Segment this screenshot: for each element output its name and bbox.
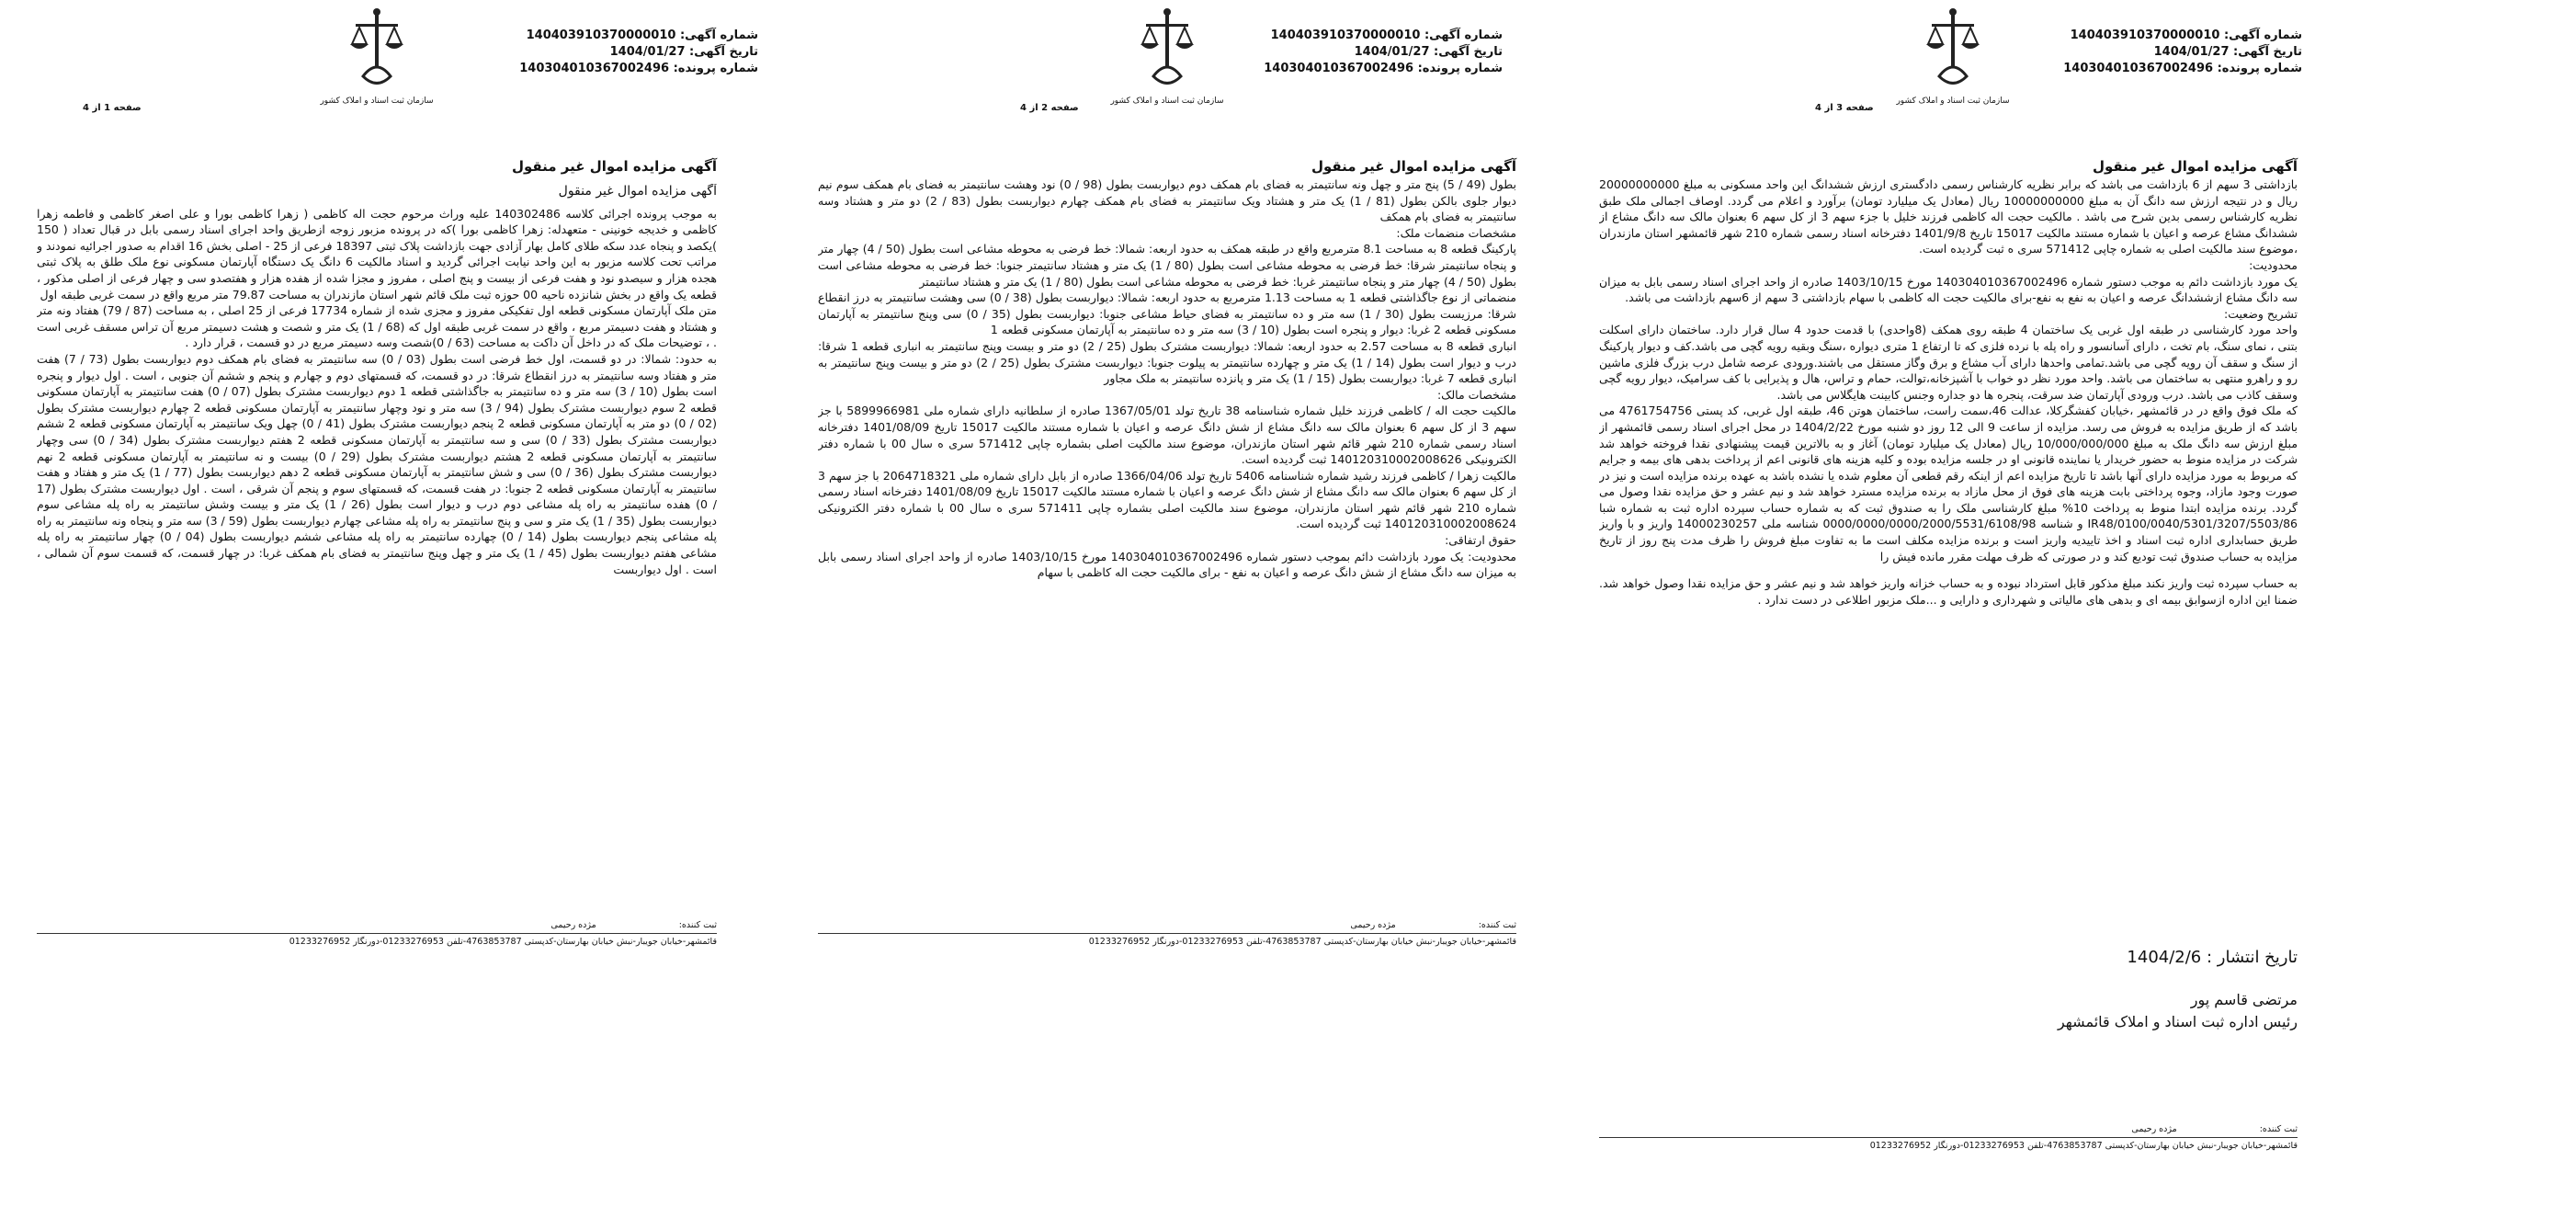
- body-heading: حقوق ارتفاقی:: [1445, 533, 1516, 548]
- body-paragraph: متن ملک آپارتمان مسکونی قطعه اول تفکیکی مفروز و مجزی شده از شماره 17734 فرعی از 25 اصلی ، به مساحت (87 / 79) هفتاد ونه متر و هشتاد و هفت دسیمتر مربع ، واقع در سمت غربی طبقه اول که (68 / 1) یک متر و شصت و هشت دسیمتر مربع آن تراس مسقف غربی است . ، توضیحات ملک که در داخل آن داکت به مساحت (63 / 0)شصت وسه دسیمتر مربع در دو قسمت ، قرار دارد .: [37, 303, 717, 350]
- page-number: صفحه 1 از 4: [83, 103, 142, 113]
- page-footer: [1599, 1123, 2298, 1152]
- page-number: صفحه 2 از 4: [1020, 103, 1079, 113]
- publish-date: تاریخ انتشار : 1404/2/6: [2127, 948, 2298, 967]
- announcement-body: [1599, 176, 2298, 930]
- judiciary-logo: [317, 7, 437, 145]
- org-name: سازمان ثبت اسناد و املاک کشور: [1110, 97, 1224, 106]
- footer-address: قائمشهر-خیابان جویبار-نبش خیابان بهارستان-کدپستی 4763853787-تلفن 01233276953-دورنگار 01233276952: [289, 937, 717, 947]
- body-paragraph: یک مورد بازداشت دائم به موجب دستور شماره 140304010367002496 مورخ 1403/10/15 صادره از واحد اجرای اسناد رسمی بابل به میزان سه دانگ مشاع ازششدانگ عرصه و اعیان به نفع به نفع-برای مالکیت حجت اله کاظمی با سهام بازداشتی 3 سهم از 6سهم بازداشت می باشد.: [1599, 274, 2298, 305]
- scales-emblem-icon: [1135, 7, 1199, 95]
- body-paragraph: به موجب پرونده اجرائی کلاسه 140302486 علیه وراث مرحوم حجت اله کاظمی ( زهرا کاظمی بورا و علی اصغر کاظمی و فاطمه زهرا کاظمی و خدیجه خونینی - متعهدله: زهرا کاظمی بورا )که در پرونده مزبور زوجه ازطریق واحد اجرای اسناد رسمی بابل در قبال تعداد ( 150 )یکصد و پنجاه عدد سکه طلای کامل بهار آزادی جهت بازداشت پلاک ثبتی 18397 فرعی از 25 - اصلی بخش 16 اقدام به صدور اجرائیه نمودند و مراتب تحت کلاسه مزبور به این واحد نیابت اجرائی گردید و اسناد مالکیت 6 دانگ یک دستگاه آپارتمان مسکونی نوع ملک طلق به پلاک ثبتی هجده هزار و سیصدو نود و هفت فرعی از بیست و پنج اصلی ، مفروز و مجزا شده از هفده هزار و هفتصدو سی و چهار فرعی از اصلی مذکور ، قطعه یک واقع در بخش شانزده ناحیه 00 حوزه ثبت ملک قائم شهر استان مازندران به مساحت 79.87 متر مربع واقع در سمت غربی طبقه اول: [37, 206, 717, 302]
- header-meta: [482, 28, 758, 77]
- judiciary-logo: [1107, 7, 1227, 145]
- body-paragraph: که ملک فوق واقع در در قائمشهر ،خیابان کفشگرکلا، عدالت 46،سمت راست، ساختمان هوتن 46، طبقه اول غربی، کد پستی 4761754756 می باشد که از طریق مزایده به فروش می رسد. مزایده از ساعت 9 الی 12 روز دو شنبه مورخ 1404/2/22 در محل اجرای اسناد رسمی قائمشهر از مبلغ ارزش سه دانگ ملک به مبلغ 10/000/000/000 ریال (معادل یک میلیارد تومان) آغاز و به بالاترین قیمت پیشنهادی نقدا فروخته خواهد شد شرکت در مزایده منوط به حضور خریدار یا نماینده قانونی او در جلسه مزایده بوده و کلیه هزینه های قانونی اعم از پرداخت بدهی های بیمه و جرایم که مربوط به مورد مزایده دارای آنها باشد تا تاریخ مزایده اعم از اینکه رقم قطعی آن معلوم شده یا نشده باشد به عهده برنده مزایده است و نیز در صورت وجود مازاد، وجوه پرداختی بابت هزینه های فوق از محل مازاد به برنده مزایده مسترد خواهد شد و نیم عشر و حق مزایده نقدا وصول می گردد. برنده مزایده ابتدا منوط به پرداخت 10% مبلغ کارشناسی ملک را به صندوق ثبت که به شماره حساب سپرده اداره ثبت به شماره شبا IR48/0100/0040/5301/3207/5503/86 و شناسه 0000/0000/0000/2000/5531/6108/98 شناسه ملی 14000230257 واریز و با واریز طریق حسابداری اداره ثبت اسناد و اخذ تاییدیه واریز است و برنده مزایده مکلف است ما به تفاوت مبلغ فروش را ظرف مدت پنج روز از تاریخ مزایده به حساب صندوق ثبت تودیع کند و در صورتی که ظرف مهلت مقرر مانده فیش را: [1599, 404, 2298, 563]
- ad-number-label: شماره آگهی:: [679, 28, 758, 42]
- footer-address: قائمشهر-خیابان جویبار-نبش خیابان بهارستان-کدپستی 4763853787-تلفن 01233276953-دورنگار 01233276952: [1088, 937, 1516, 947]
- registrar-name: مژده رحیمی: [1350, 920, 1396, 930]
- registrar-label: ثبت کننده:: [2259, 1124, 2298, 1134]
- body-paragraph: بازداشتی 3 سهم از 6 بازداشت می باشد که برابر نظریه کارشناس رسمی دادگستری ارزش ششدانگ این واحد مسکونی به مبلغ 20000000000 ریال و در نتیجه ارزش سه دانگ آن به مبلغ 10000000000 ریال (معادل یک میلیارد تومان) برآورد و اعلام می گردد. اوصاف اجمالی ملک طبق نظریه کارشناس رسمی بدین شرح می باشد . مالکیت حجت اله کاظمی فرزند خلیل با جزء سهم 3 از کل سهم 6 بعنوان مالک سه دانگ مشاع از ششدانگ مشاع عرصه و اعیان با شماره مستند مالکیت 15017 تاریخ 1401/9/8 دفترخانه اسناد رسمی شماره 210 شهر قائمشهر استان مازندران ،موضوع سند مالکیت اصلی به شماره چاپی 571412 سری ه ثبت گردیده است.: [1599, 177, 2298, 256]
- ad-date: 1404/01/27: [609, 45, 686, 59]
- ad-date-label: تاریخ آگهی:: [689, 45, 758, 59]
- ad-number: 140403910370000010: [2070, 28, 2220, 42]
- ad-number-label: شماره آگهی:: [2223, 28, 2302, 42]
- file-number: 140304010367002496: [2063, 62, 2214, 75]
- ad-date-label: تاریخ آگهی:: [1434, 45, 1503, 59]
- signer-title: رئیس اداره ثبت اسناد و املاک قائمشهر: [2057, 1013, 2298, 1030]
- body-paragraph: مالکیت حجت اله / کاظمی فرزند خلیل شماره شناسنامه 38 تاریخ تولد 1367/05/01 صادره از سلطانیه دارای شماره ملی 5899966981 با جز سهم 3 از کل سهم 6 بعنوان مالک سه دانگ مشاع از شش دانگ عرصه و اعیان با شماره مستند مالکیت 15017 تاریخ 1401/08/09 دفترخانه اسناد رسمی شماره 210 شهر قائم شهر استان مازندران، موضوع سند مالکیت اصلی بشماره چاپی 571412 سری ه سال 00 با شماره دفتر الکترونیکی 140120310002008626 ثبت گردیده است.: [818, 404, 1516, 467]
- file-number-label: شماره پرونده:: [673, 62, 758, 75]
- ad-number: 140403910370000010: [526, 28, 676, 42]
- org-name: سازمان ثبت اسناد و املاک کشور: [320, 97, 434, 106]
- announcement-page-3: [1507, 0, 2316, 1206]
- footer-address: قائمشهر-خیابان جویبار-نبش خیابان بهارستان-کدپستی 4763853787-تلفن 01233276953-دورنگار 01233276952: [1869, 1141, 2298, 1151]
- ad-number: 140403910370000010: [1270, 28, 1421, 42]
- body-paragraph: به حدود: شمالا: در دو قسمت، اول خط فرضی است بطول (03 / 0) سه سانتیمتر به فضای بام همکف دوم دیواربست بطول (73 / 7) هفت متر و هفتاد وسه سانتیمتر به درز انقطاع شرقا: در دو قسمت، که قسمتهای دوم و چهارم و پنجم و ششم آن جنوبی ، است . اول دیوار و پنجره است بطول (10 / 3) سه متر و ده سانتیمتر به جاگذاشتی قطعه 1 دوم دیواربست مشترک بطول (07 / 0) هفت سانتیمتر به آپارتمان مسکونی قطعه 2 سوم دیواربست مشترک بطول (94 / 3) سه متر و نود وچهار سانتیمتر به آپارتمان مسکونی قطعه 2 چهارم دیواربست مشترک بطول (02 / 0) دو متر به آپارتمان مسکونی قطعه 2 پنجم دیواربست مشترک بطول (41 / 0) چهل ویک سانتیمتر به آپارتمان مسکونی قطعه 2 ششم دیواربست مشترک بطول (33 / 0) سی و سه سانتیمتر به آپارتمان مسکونی قطعه 2 هفتم دیواربست مشترک بطول (34 / 0) سی وچهار سانتیمتر به آپارتمان مسکونی قطعه 2 هشتم دیواربست مشترک بطول (29 / 0) بیست و نه سانتیمتر به آپارتمان مسکونی قطعه 2 نهم دیواربست مشترک بطول (36 / 0) سی و شش سانتیمتر به آپارتمان مسکونی قطعه 2 دهم دیواربست بطول (77 / 1) یک متر و هفتاد و هفت سانتیمتر به آپارتمان مسکونی قطعه 2 جنوبا: در هفت قسمت، که قسمتهای سوم و پنجم آن شرقی ، است . اول دیواربست مشترک بطول (17 / 0) هفده سانتیمتر به راه پله مشاعی دوم درب و دیوار است بطول (26 / 1) یک متر و بیست وشش سانتیمتر به راه پله مشاعی سوم دیواربست بطول (35 / 1) یک متر و سی و پنج سانتیمتر به راه پله مشاعی چهارم دیواربست بطول (59 / 3) سه متر و پنجاه ونه سانتیمتر به راه پله مشاعی پنجم دیواربست بطول (14 / 0) چهارده سانتیمتر به راه پله مشاعی ششم دیواربست بطول (04 / 0) چهار سانتیمتر به راه پله مشاعی هفتم دیواربست بطول (45 / 1) یک متر و چهل وپنج سانتیمتر به فضای بام همکف غربا: در چهار قسمت، که قسمت سوم آن شمالی ، است . اول دیواربست: [37, 351, 717, 576]
- announcement-page-2: [744, 0, 1553, 1206]
- registrar-name: مژده رحیمی: [550, 920, 596, 930]
- body-heading: مشخصات منضمات ملک:: [1396, 225, 1516, 240]
- body-paragraph: محدودیت: یک مورد بازداشت دائم بموجب دستور شماره 140304010367002496 مورخ 1403/10/15 صادره از واحد اجرای اسناد رسمی بابل به میزان سه دانگ مشاع از شش دانگ عرصه و اعیان به نفع - برای مالکیت حجت اله کاظمی با سهام: [818, 549, 1516, 580]
- file-number-label: شماره پرونده:: [2217, 62, 2302, 75]
- signer-name: مرتضی قاسم پور: [2190, 991, 2298, 1008]
- signature-block: [2022, 947, 2298, 1033]
- header-meta: [2026, 28, 2302, 77]
- page-footer: [37, 919, 717, 948]
- footer-divider: [37, 933, 717, 934]
- ad-date: 1404/01/27: [1354, 45, 1430, 59]
- registrar-label: ثبت کننده:: [678, 920, 717, 930]
- scales-emblem-icon: [1921, 7, 1985, 95]
- body-paragraph: منضماتی از نوع جاگذاشتی قطعه 1 به مساحت 1.13 مترمربع به حدود اربعه: شمالا: دیواربست بطول (38 / 0) سی وهشت سانتیمتر به درز انقطاع شرقا: مرزیست بطول (30 / 1) سه متر و ده سانتیمتر به فضای حیاط مشاعی جنوبا: دیواربست بطول (35 / 0) سی وپنج سانتیمتر به آپارتمان مسکونی قطعه 2 غربا: دیوار و پنجره است بطول (10 / 3) سه متر و ده سانتیمتر به آپارتمان مسکونی قطعه 1: [818, 290, 1516, 337]
- org-name: سازمان ثبت اسناد و املاک کشور: [1896, 97, 2010, 106]
- scales-emblem-icon: [345, 7, 409, 95]
- body-paragraph: بطول (49 / 5) پنج متر و چهل ونه سانتیمتر به فضای بام همکف دوم دیواربست بطول (98 / 0) نود وهشت سانتیمتر به فضای بام همکف سوم نیم دیوار جلوی بالکن بطول (81 / 1) یک متر و هشتاد ویک سانتیمتر به فضای بام همکف چهارم دیواربست بطول (83 / 2) دو متر و هشتاد وسه سانتیمتر به فضای بام همکف: [818, 177, 1516, 224]
- page-title: آگهی مزایده اموال غیر منقول: [511, 158, 717, 175]
- registrar-label: ثبت کننده:: [1478, 920, 1516, 930]
- ad-date: 1404/01/27: [2153, 45, 2230, 59]
- judiciary-logo: [1893, 7, 2013, 145]
- header-meta: [1227, 28, 1503, 77]
- footer-divider: [818, 933, 1516, 934]
- page-title: آگهی مزایده اموال غیر منقول: [2092, 158, 2298, 175]
- footer-divider: [1599, 1137, 2298, 1138]
- body-paragraph: به حساب سپرده ثبت واریز نکند مبلغ مذکور قابل استرداد نبوده و به حساب خزانه واریز خواهد شد و نیم عشر و حق مزایده نقدا وصول خواهد شد. ضمنا این اداره ازسوابق بیمه ای و بدهی های مالیاتی و شهرداری و دارایی و ...ملک مزبور اطلاعی در دست ندارد .: [1599, 576, 2298, 607]
- file-number: 140304010367002496: [519, 62, 670, 75]
- page-title: آگهی مزایده اموال غیر منقول: [1311, 158, 1516, 175]
- ad-number-label: شماره آگهی:: [1424, 28, 1503, 42]
- announcement-body: [818, 176, 1516, 903]
- ad-date-label: تاریخ آگهی:: [2233, 45, 2302, 59]
- body-paragraph: مالکیت زهرا / کاظمی فرزند رشید شماره شناسنامه 5406 تاریخ تولد 1366/04/06 صادره از بابل دارای شماره ملی 2064718321 با جز سهم 3 از کل سهم 6 بعنوان مالک سه دانگ مشاع از شش دانگ عرصه و اعیان با شماره مستند مالکیت 15017 تاریخ 1401/08/09 دفترخانه اسناد رسمی شماره 210 شهر قائم شهر استان مازندران، موضوع سند مالکیت اصلی بشماره چاپی 571411 سری ه سال 00 با شماره دفتر الکترونیکی 140120310002008624 ثبت گردیده است.: [818, 468, 1516, 531]
- body-paragraph: پارکینگ قطعه 8 به مساحت 8.1 مترمربع واقع در طبقه همکف به حدود اربعه: شمالا: خط فرضی به محوطه مشاعی است بطول (50 / 4) چهار متر و پنجاه سانتیمتر شرقا: خط فرضی به محوطه مشاعی است بطول (80 / 1) یک متر و هشتاد سانتیمتر جنوبا: خط فرضی به محوطه مشاعی است بطول (50 / 4) چهار متر و پنجاه سانتیمتر غربا: خط فرضی به محوطه مشاعی است بطول (80 / 1) یک متر و هشتاد سانتیمتر: [818, 242, 1516, 289]
- body-heading: محدودیت:: [2249, 257, 2298, 272]
- body-paragraph: انباری قطعه 8 به مساحت 2.57 به حدود اربعه: شمالا: دیواربست مشترک بطول (25 / 2) دو متر و بیست وپنج سانتیمتر به انباری قطعه 1 شرقا: درب و دیوار است بطول (14 / 1) یک متر و چهارده سانتیمتر به پیلوت جنوبا: دیواربست مشترک بطول (25 / 2) دو متر و بیست وپنج سانتیمتر به انباری قطعه 7 غربا: دیواربست بطول (15 / 1) یک متر و پانزده سانتیمتر به ملک مجاور: [818, 338, 1516, 386]
- announcement-page-1: [0, 0, 809, 1206]
- announcement-body: [37, 184, 717, 735]
- file-number-label: شماره پرونده:: [1417, 62, 1503, 75]
- body-heading: تشریح وضعیت:: [2224, 306, 2298, 321]
- file-number: 140304010367002496: [1264, 62, 1414, 75]
- page-subtitle: آگهی مزایده اموال غیر منقول: [558, 184, 717, 199]
- body-paragraph: واحد مورد کارشناسی در طبقه اول غربی یک ساختمان 4 طبقه روی همکف (8واحدی) با قدمت حدود 4 سال قرار دارد. ساختمان دارای اسکلت بتنی ، نمای سنگ، بام تخت ، دارای آسانسور و راه پله با نرده فلزی که تا ارتفاع 1 متری دیواره ،سنگ وبقیه رویه گچی می باشد.کف و دیوار پارکینگ از سنگ و سقف آن رویه گچی می باشد.تمامی واحدها دارای آب مشاع و برق وگاز مستقل می باشند.ورودی عرصه شامل درب بزرگ فلزی ماشین رو و راهرو منتهی به ساختمان می باشد. واحد مورد نظر دو خواب با آشپزخانه،توالت، حمام و تراس، هال و پذیرایی با کف سرامیک، دیوار رویه گچی وسقف کاذب می باشد. درب ورودی آپارتمان ضد سرقت، پنجره ها دو جداره وجنس کابینت هایگلاس می باشد.: [1599, 323, 2298, 402]
- body-heading: مشخصات مالک:: [1436, 387, 1516, 402]
- registrar-name: مژده رحیمی: [2131, 1124, 2177, 1134]
- page-footer: [818, 919, 1516, 948]
- page-number: صفحه 3 از 4: [1815, 103, 1874, 113]
